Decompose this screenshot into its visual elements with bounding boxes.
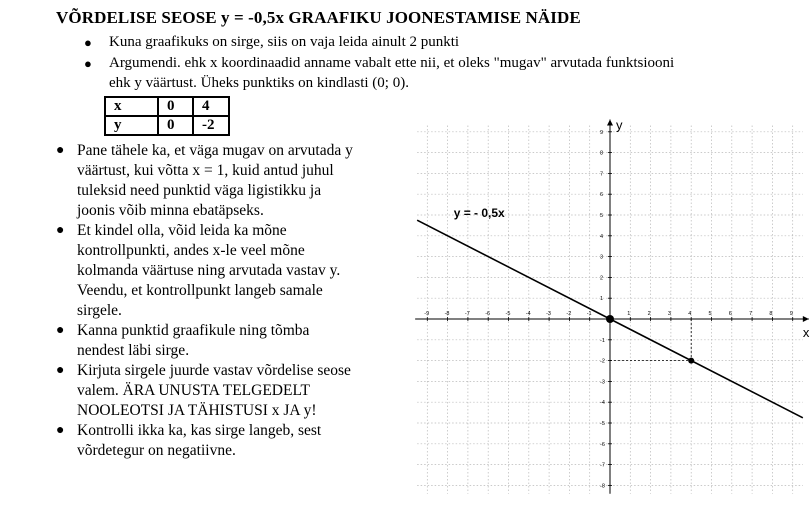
x-axis-arrow-icon bbox=[803, 316, 809, 322]
y-tick-label: -5 bbox=[600, 421, 605, 427]
table-cell: y bbox=[105, 116, 158, 135]
list-item-line: Pane tähele ka, et väga mugav on arvutada y bbox=[77, 142, 353, 159]
y-tick-label: -2 bbox=[600, 358, 605, 365]
list-item bbox=[56, 321, 396, 361]
x-tick-label: -5 bbox=[505, 311, 511, 317]
x-tick-label: 4 bbox=[688, 311, 692, 317]
list-item bbox=[56, 141, 396, 221]
list-item bbox=[56, 421, 396, 461]
table-cell: 0 bbox=[158, 116, 193, 135]
table-cell: 0 bbox=[158, 97, 193, 116]
bullet-icon: ● bbox=[56, 323, 65, 338]
x-tick-label: 6 bbox=[728, 311, 732, 317]
x-tick-label: 8 bbox=[769, 311, 773, 317]
data-point bbox=[606, 315, 614, 323]
x-tick-label: 1 bbox=[627, 311, 631, 317]
list-item-line: kontrollpunkti, andes x-le veel mõne bbox=[77, 242, 305, 259]
y-tick-label: 3 bbox=[600, 254, 604, 261]
bullet-icon: ● bbox=[84, 56, 92, 71]
x-tick-label: 9 bbox=[789, 311, 793, 317]
value-table bbox=[104, 96, 230, 136]
bullet-icon: ● bbox=[56, 143, 65, 158]
list-item bbox=[56, 361, 396, 421]
x-tick-label: 3 bbox=[667, 311, 671, 317]
table-row bbox=[105, 116, 229, 135]
intro-bullet-text: Kuna graafikuks on sirge, siis on vaja leida ainult 2 punkti bbox=[109, 34, 460, 50]
list-item-line: Kanna punktid graafikule ning tõmba bbox=[77, 322, 310, 339]
y-tick-label: 2 bbox=[600, 275, 604, 282]
x-tick-label: 2 bbox=[647, 311, 651, 317]
list-item-line: joonis võib minna ebatäpseks. bbox=[77, 202, 264, 219]
list-item-line: võrdetegur on negatiivne. bbox=[77, 442, 236, 459]
y-axis-arrow-icon bbox=[607, 120, 613, 126]
page-title: VÕRDELISE SEOSE y = -0,5x GRAAFIKU JOONESTAMISE NÄIDE bbox=[56, 8, 581, 27]
list-item-line: Et kindel olla, võid leida ka mõne bbox=[77, 222, 287, 239]
x-tick-label: 5 bbox=[708, 311, 712, 317]
list-item-line: Kontrolli ikka ka, kas sirge langeb, sest bbox=[77, 422, 322, 439]
y-tick-label: -7 bbox=[600, 462, 605, 469]
y-tick-label: 9 bbox=[600, 129, 604, 136]
y-tick-label: 5 bbox=[600, 213, 604, 219]
x-tick-label: -3 bbox=[546, 311, 551, 317]
table-cell: 4 bbox=[193, 97, 229, 116]
bullet-icon: ● bbox=[84, 35, 92, 50]
x-tick-label: -2 bbox=[566, 311, 572, 317]
table-row bbox=[105, 97, 229, 116]
intro-bullet-continuation: ehk y väärtust. Üheks punktiks on kindlasti (0; 0). bbox=[109, 75, 409, 91]
list-item-line: valem. ÄRA UNUSTA TELGEDELT bbox=[77, 382, 310, 399]
x-tick-label: -8 bbox=[444, 311, 450, 317]
y-tick-label: 7 bbox=[600, 171, 604, 178]
y-tick-label: 8 bbox=[600, 150, 604, 157]
y-axis-label: y bbox=[616, 117, 623, 133]
x-axis-label: x bbox=[802, 325, 810, 340]
y-tick-label: 4 bbox=[600, 233, 604, 240]
x-tick-label: -4 bbox=[525, 311, 531, 317]
y-tick-label: -1 bbox=[600, 337, 605, 344]
list-item-line: Veendu, et kontrollpunkt langeb samale bbox=[77, 282, 323, 299]
instruction-list bbox=[56, 141, 396, 461]
table-cell: x bbox=[105, 97, 158, 116]
list-item-line: kolmanda väärtuse ning arvutada vastav y. bbox=[77, 262, 341, 279]
list-item-line: sirgele. bbox=[77, 302, 122, 319]
y-tick-label: -3 bbox=[600, 379, 605, 386]
list-item-line: Kirjuta sirgele juurde vastav võrdelise seose bbox=[77, 362, 351, 379]
y-tick-label: -6 bbox=[600, 441, 605, 448]
list-item-line: nendest läbi sirge. bbox=[77, 342, 190, 359]
x-tick-label: -1 bbox=[586, 311, 592, 317]
x-tick-label: 7 bbox=[749, 311, 753, 317]
bullet-icon: ● bbox=[56, 223, 65, 238]
list-item bbox=[56, 221, 396, 321]
x-tick-label: -7 bbox=[464, 311, 470, 317]
y-tick-label: 6 bbox=[600, 192, 604, 199]
y-tick-label: -8 bbox=[600, 483, 605, 490]
series-label: y = - 0,5x bbox=[453, 206, 505, 221]
list-item-line: väärtust, kui võtta x = 1, kuid antud juhul bbox=[77, 162, 334, 179]
y-tick-label: 1 bbox=[600, 296, 604, 303]
bullet-icon: ● bbox=[56, 423, 65, 438]
list-item-line: NOOLEOTSI JA TÄHISTUSI x JA y! bbox=[77, 402, 317, 419]
line-chart bbox=[400, 117, 810, 495]
intro-bullet-text: Argumendi. ehk x koordinaadid anname vabalt ette nii, et oleks "mugav" arvutada funktsiooni bbox=[109, 55, 675, 71]
data-point bbox=[688, 358, 694, 364]
y-tick-label: -4 bbox=[600, 400, 605, 407]
bullet-icon: ● bbox=[56, 363, 65, 378]
x-tick-label: -9 bbox=[424, 311, 430, 317]
x-tick-label: -6 bbox=[485, 311, 491, 317]
list-item-line: tuleksid need punktid väga ligistikku ja bbox=[77, 182, 322, 199]
table-cell: -2 bbox=[193, 116, 229, 135]
